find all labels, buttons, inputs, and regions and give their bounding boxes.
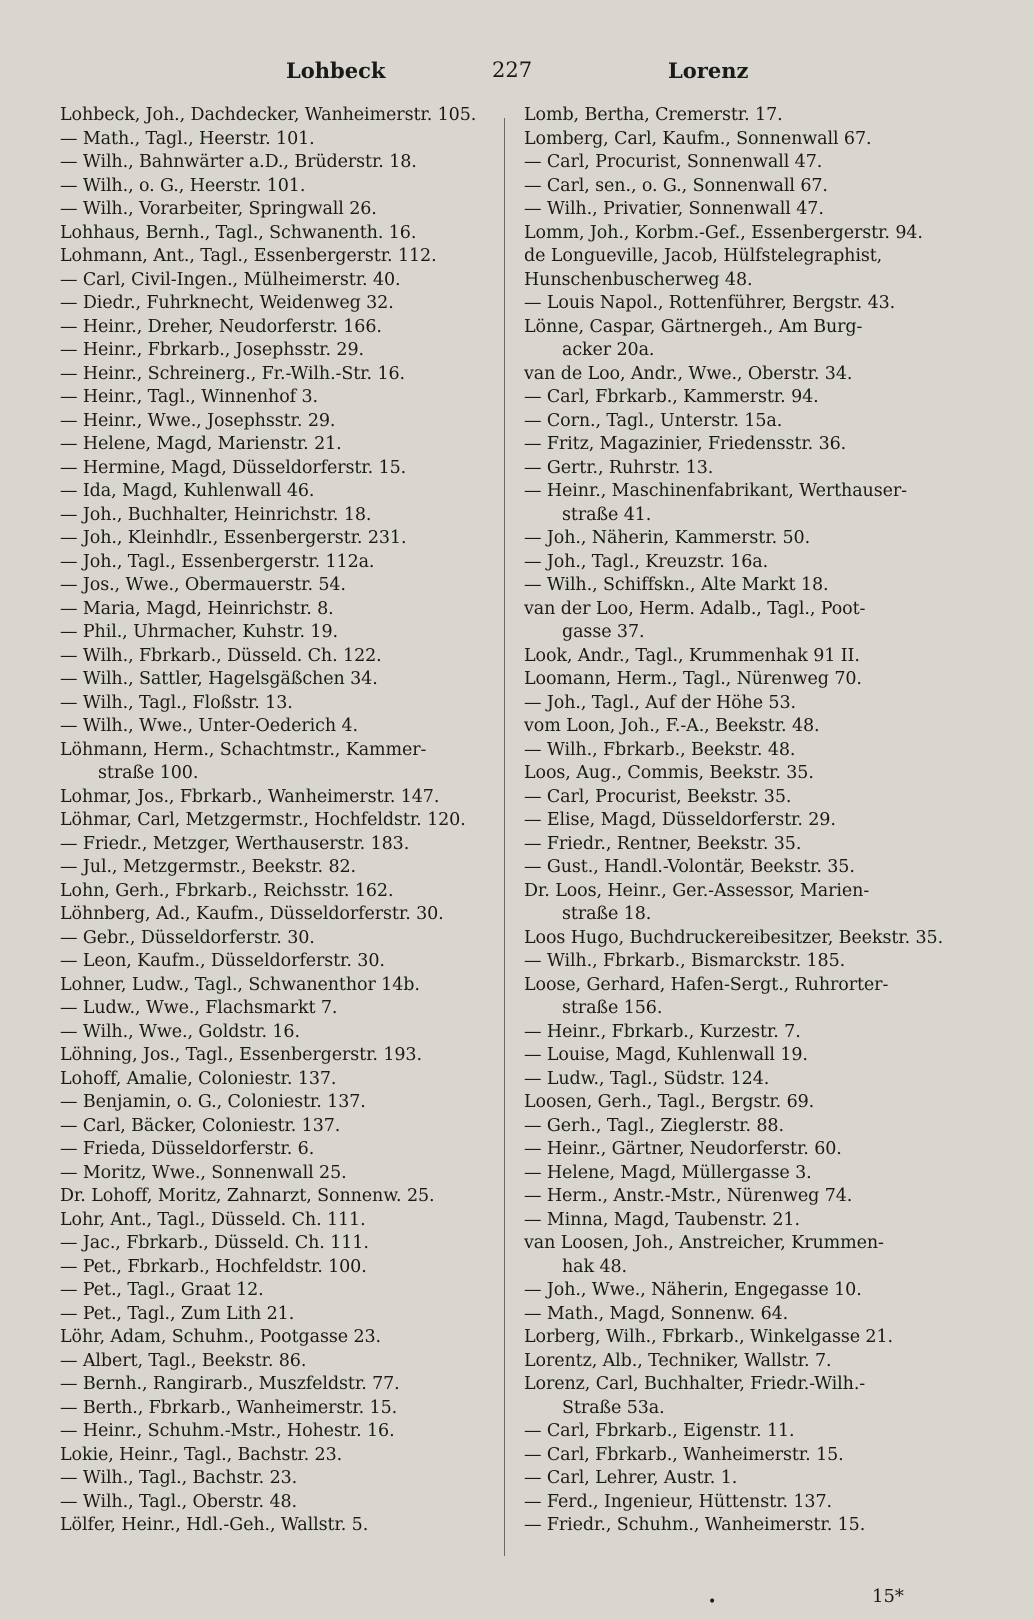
running-head-right: Lorenz bbox=[668, 58, 749, 83]
directory-entry: — Wilh., o. G., Heerstr. 101. bbox=[60, 175, 306, 196]
directory-entry: — Gebr., Düsseldorferstr. 30. bbox=[60, 927, 315, 948]
directory-entry: — Fritz, Magazinier, Friedensstr. 36. bbox=[524, 434, 847, 454]
directory-entry: Löhning, Jos., Tagl., Essenbergerstr. 193. bbox=[60, 1045, 422, 1065]
directory-entry: Löhmar, Carl, Metzgermstr., Hochfeldstr. 120. bbox=[60, 810, 466, 830]
directory-entry: — Wilh., Bahnwärter a.D., Brüderstr. 18. bbox=[60, 152, 417, 172]
directory-entry: — Joh., Wwe., Näherin, Engegasse 10. bbox=[524, 1280, 862, 1300]
directory-entry: — Maria, Magd, Heinrichstr. 8. bbox=[60, 598, 334, 619]
directory-entry: — Heinr., Maschinenfabrikant, Werthauser- bbox=[524, 481, 907, 501]
directory-entry: — Berth., Fbrkarb., Wanheimerstr. 15. bbox=[60, 1397, 398, 1418]
directory-entry: — Friedr., Rentner, Beekstr. 35. bbox=[524, 833, 802, 854]
directory-entry: Löhnberg, Ad., Kaufm., Düsseldorferstr. 30. bbox=[60, 904, 444, 924]
directory-entry: — Pet., Fbrkarb., Hochfeldstr. 100. bbox=[60, 1256, 367, 1277]
directory-entry: vom Loon, Joh., F.-A., Beekstr. 48. bbox=[524, 716, 820, 736]
directory-entry: van Loosen, Joh., Anstreicher, Krummen- bbox=[524, 1233, 884, 1253]
directory-entry-continuation: straße 18. bbox=[562, 904, 652, 924]
directory-entry: — Wilh., Fbrkarb., Bismarckstr. 185. bbox=[524, 951, 846, 971]
directory-entry-continuation: straße 156. bbox=[562, 998, 663, 1018]
directory-entry: Lorberg, Wilh., Fbrkarb., Winkelgasse 21. bbox=[524, 1327, 893, 1347]
directory-entry: Lorenz, Carl, Buchhalter, Friedr.-Wilh.- bbox=[524, 1374, 866, 1394]
directory-entry: — Helene, Magd, Marienstr. 21. bbox=[60, 434, 342, 454]
directory-entry: — Math., Tagl., Heerstr. 101. bbox=[60, 128, 315, 149]
directory-entry: — Carl, Procurist, Beekstr. 35. bbox=[524, 786, 792, 807]
directory-entry: — Heinr., Schuhm.-Mstr., Hohestr. 16. bbox=[60, 1421, 395, 1441]
directory-entry: — Frieda, Düsseldorferstr. 6. bbox=[60, 1139, 315, 1159]
directory-entry-continuation: straße 100. bbox=[98, 763, 199, 783]
directory-entry: — Ludw., Wwe., Flachsmarkt 7. bbox=[60, 998, 338, 1018]
directory-entry: — Gertr., Ruhrstr. 13. bbox=[524, 457, 714, 478]
directory-entry: — Leon, Kaufm., Düsseldorferstr. 30. bbox=[60, 951, 385, 971]
directory-entry: — Heinr., Fbrkarb., Kurzestr. 7. bbox=[524, 1021, 801, 1042]
directory-entry: Lohn, Gerh., Fbrkarb., Reichsstr. 162. bbox=[60, 880, 394, 901]
directory-entry: — Wilh., Vorarbeiter, Springwall 26. bbox=[60, 199, 377, 219]
directory-entry: van de Loo, Andr., Wwe., Oberstr. 34. bbox=[524, 363, 853, 384]
directory-entry: Lohhaus, Bernh., Tagl., Schwanenth. 16. bbox=[60, 222, 417, 243]
directory-entry: — Wilh., Wwe., Unter-Oederich 4. bbox=[60, 716, 358, 736]
directory-entry: Lönne, Caspar, Gärtnergeh., Am Burg- bbox=[524, 316, 863, 337]
directory-entry: — Albert, Tagl., Beekstr. 86. bbox=[60, 1350, 307, 1371]
directory-entry: — Joh., Kleinhdlr., Essenbergerstr. 231. bbox=[60, 528, 407, 548]
directory-entry: Lomb, Bertha, Cremerstr. 17. bbox=[524, 105, 783, 125]
directory-entry: — Jul., Metzgermstr., Beekstr. 82. bbox=[60, 857, 357, 877]
directory-entry: — Joh., Tagl., Kreuzstr. 16a. bbox=[524, 551, 769, 572]
directory-entry: — Joh., Tagl., Auf der Höhe 53. bbox=[524, 692, 796, 713]
directory-entry: — Wilh., Fbrkarb., Düsseld. Ch. 122. bbox=[60, 645, 382, 666]
directory-entry: — Jos., Wwe., Obermauerstr. 54. bbox=[60, 575, 346, 595]
directory-entry: — Wilh., Privatier, Sonnenwall 47. bbox=[524, 199, 824, 219]
directory-entry: — Pet., Tagl., Zum Lith 21. bbox=[60, 1303, 295, 1324]
directory-entry: Dr. Loos, Heinr., Ger.-Assessor, Marien- bbox=[524, 880, 870, 901]
directory-entry: Lohner, Ludw., Tagl., Schwanenthor 14b. bbox=[60, 974, 420, 995]
directory-entry: — Heinr., Schreinerg., Fr.-Wilh.-Str. 16. bbox=[60, 363, 405, 384]
directory-entry: — Wilh., Fbrkarb., Beekstr. 48. bbox=[524, 739, 796, 760]
directory-entry: — Ferd., Ingenieur, Hüttenstr. 137. bbox=[524, 1491, 832, 1512]
directory-entry-continuation: acker 20a. bbox=[562, 340, 655, 360]
directory-entry: Lohmann, Ant., Tagl., Essenbergerstr. 112. bbox=[60, 246, 437, 266]
directory-entry-continuation: gasse 37. bbox=[562, 622, 645, 642]
directory-entry: Dr. Lohoff, Moritz, Zahnarzt, Sonnenw. 25. bbox=[60, 1186, 435, 1206]
directory-entry: Lohr, Ant., Tagl., Düsseld. Ch. 111. bbox=[60, 1209, 366, 1230]
directory-entry: — Ida, Magd, Kuhlenwall 46. bbox=[60, 481, 315, 501]
directory-entry: Lorentz, Alb., Techniker, Wallstr. 7. bbox=[524, 1350, 832, 1371]
directory-entry: — Moritz, Wwe., Sonnenwall 25. bbox=[60, 1162, 347, 1183]
directory-entry: — Heinr., Tagl., Winnenhof 3. bbox=[60, 387, 319, 407]
directory-entry: — Gust., Handl.-Volontär, Beekstr. 35. bbox=[524, 857, 855, 877]
column-divider bbox=[504, 118, 505, 1556]
directory-entry: Lölfer, Heinr., Hdl.-Geh., Wallstr. 5. bbox=[60, 1515, 369, 1535]
directory-entry: Loos, Aug., Commis, Beekstr. 35. bbox=[524, 763, 814, 783]
directory-entry: — Carl, Fbrkarb., Wanheimerstr. 15. bbox=[524, 1444, 844, 1465]
directory-entry: — Friedr., Schuhm., Wanheimerstr. 15. bbox=[524, 1515, 866, 1535]
directory-entry: Löhmann, Herm., Schachtmstr., Kammer- bbox=[60, 739, 427, 760]
directory-entry: — Wilh., Tagl., Oberstr. 48. bbox=[60, 1491, 298, 1512]
directory-entry: Lohbeck, Joh., Dachdecker, Wanheimerstr. 105. bbox=[60, 105, 477, 125]
directory-entry: — Carl, Bäcker, Coloniestr. 137. bbox=[60, 1115, 341, 1136]
directory-entry: — Pet., Tagl., Graat 12. bbox=[60, 1280, 264, 1300]
directory-entry: — Herm., Anstr.-Mstr., Nürenweg 74. bbox=[524, 1186, 853, 1206]
directory-entry: — Corn., Tagl., Unterstr. 15a. bbox=[524, 410, 783, 431]
directory-entry: — Diedr., Fuhrknecht, Weidenweg 32. bbox=[60, 293, 394, 313]
directory-entry: — Helene, Magd, Müllergasse 3. bbox=[524, 1162, 812, 1183]
right-column bbox=[524, 104, 964, 1538]
directory-entry: Lomm, Joh., Korbm.-Gef., Essenbergerstr. 94. bbox=[524, 222, 923, 243]
directory-entry: Lomberg, Carl, Kaufm., Sonnenwall 67. bbox=[524, 128, 872, 149]
directory-entry: — Wilh., Tagl., Floßstr. 13. bbox=[60, 692, 293, 713]
directory-entry: van der Loo, Herm. Adalb., Tagl., Poot- bbox=[524, 598, 866, 619]
directory-entry: — Gerh., Tagl., Zieglerstr. 88. bbox=[524, 1115, 784, 1136]
directory-entry: de Longueville, Jacob, Hülfstelegraphist, bbox=[524, 246, 883, 266]
directory-entry: — Bernh., Rangirarb., Muszfeldstr. 77. bbox=[60, 1374, 400, 1394]
directory-entry: — Heinr., Wwe., Josephsstr. 29. bbox=[60, 410, 336, 431]
directory-entry-continuation: straße 41. bbox=[562, 504, 652, 525]
directory-entry: — Heinr., Gärtner, Neudorferstr. 60. bbox=[524, 1139, 842, 1159]
directory-entry: — Minna, Magd, Taubenstr. 21. bbox=[524, 1209, 800, 1230]
directory-entry: — Carl, Fbrkarb., Kammerstr. 94. bbox=[524, 387, 819, 407]
directory-entry-continuation: hak 48. bbox=[562, 1256, 628, 1277]
running-head-left: Lohbeck bbox=[286, 58, 386, 83]
directory-entry: — Wilh., Schiffskn., Alte Markt 18. bbox=[524, 575, 829, 595]
directory-entry: — Friedr., Metzger, Werthauserstr. 183. bbox=[60, 833, 410, 854]
directory-entry: — Elise, Magd, Düsseldorferstr. 29. bbox=[524, 810, 836, 830]
directory-entry: — Joh., Buchhalter, Heinrichstr. 18. bbox=[60, 504, 372, 525]
signature-mark: 15* bbox=[872, 1586, 904, 1607]
directory-entry: — Carl, Civil-Ingen., Mülheimerstr. 40. bbox=[60, 269, 401, 290]
directory-entry: Look, Andr., Tagl., Krummenhak 91 II. bbox=[524, 645, 860, 666]
directory-entry: — Heinr., Fbrkarb., Josephsstr. 29. bbox=[60, 340, 364, 360]
directory-entry: — Carl, sen., o. G., Sonnenwall 67. bbox=[524, 175, 828, 196]
directory-entry: — Carl, Fbrkarb., Eigenstr. 11. bbox=[524, 1421, 795, 1441]
directory-entry: Loos Hugo, Buchdruckereibesitzer, Beekstr. 35. bbox=[524, 927, 944, 948]
directory-entry: — Wilh., Tagl., Bachstr. 23. bbox=[60, 1468, 298, 1488]
print-speck: • bbox=[708, 1594, 717, 1610]
directory-entry: — Carl, Lehrer, Austr. 1. bbox=[524, 1468, 738, 1488]
directory-entry: — Math., Magd, Sonnenw. 64. bbox=[524, 1303, 789, 1324]
directory-entry: Loose, Gerhard, Hafen-Sergt., Ruhrorter- bbox=[524, 974, 889, 995]
directory-entry: — Phil., Uhrmacher, Kuhstr. 19. bbox=[60, 622, 338, 642]
directory-entry: Lokie, Heinr., Tagl., Bachstr. 23. bbox=[60, 1444, 343, 1465]
page-number: 227 bbox=[492, 58, 533, 82]
directory-entry-continuation: Straße 53a. bbox=[562, 1397, 665, 1418]
directory-entry: Lohmar, Jos., Fbrkarb., Wanheimerstr. 147. bbox=[60, 786, 440, 807]
directory-entry: Lohoff, Amalie, Coloniestr. 137. bbox=[60, 1068, 337, 1089]
directory-entry: — Louis Napol., Rottenführer, Bergstr. 43. bbox=[524, 293, 896, 313]
directory-entry: Loosen, Gerh., Tagl., Bergstr. 69. bbox=[524, 1092, 815, 1112]
directory-entry: — Carl, Procurist, Sonnenwall 47. bbox=[524, 152, 823, 172]
directory-entry: Loomann, Herm., Tagl., Nürenweg 70. bbox=[524, 669, 862, 689]
directory-entry: Hunschenbuscherweg 48. bbox=[524, 269, 753, 290]
directory-entry: Löhr, Adam, Schuhm., Pootgasse 23. bbox=[60, 1327, 381, 1347]
left-column bbox=[60, 104, 500, 1538]
directory-entry: — Heinr., Dreher, Neudorferstr. 166. bbox=[60, 316, 382, 337]
directory-entry: — Wilh., Wwe., Goldstr. 16. bbox=[60, 1021, 300, 1042]
directory-entry: — Wilh., Sattler, Hagelsgäßchen 34. bbox=[60, 669, 378, 689]
directory-entry: — Ludw., Tagl., Südstr. 124. bbox=[524, 1068, 770, 1089]
directory-entry: — Joh., Näherin, Kammerstr. 50. bbox=[524, 528, 811, 548]
directory-entry: — Louise, Magd, Kuhlenwall 19. bbox=[524, 1045, 808, 1065]
directory-entry: — Joh., Tagl., Essenbergerstr. 112a. bbox=[60, 551, 375, 572]
directory-entry: — Hermine, Magd, Düsseldorferstr. 15. bbox=[60, 457, 407, 478]
directory-entry: — Jac., Fbrkarb., Düsseld. Ch. 111. bbox=[60, 1233, 369, 1253]
directory-entry: — Benjamin, o. G., Coloniestr. 137. bbox=[60, 1092, 366, 1112]
